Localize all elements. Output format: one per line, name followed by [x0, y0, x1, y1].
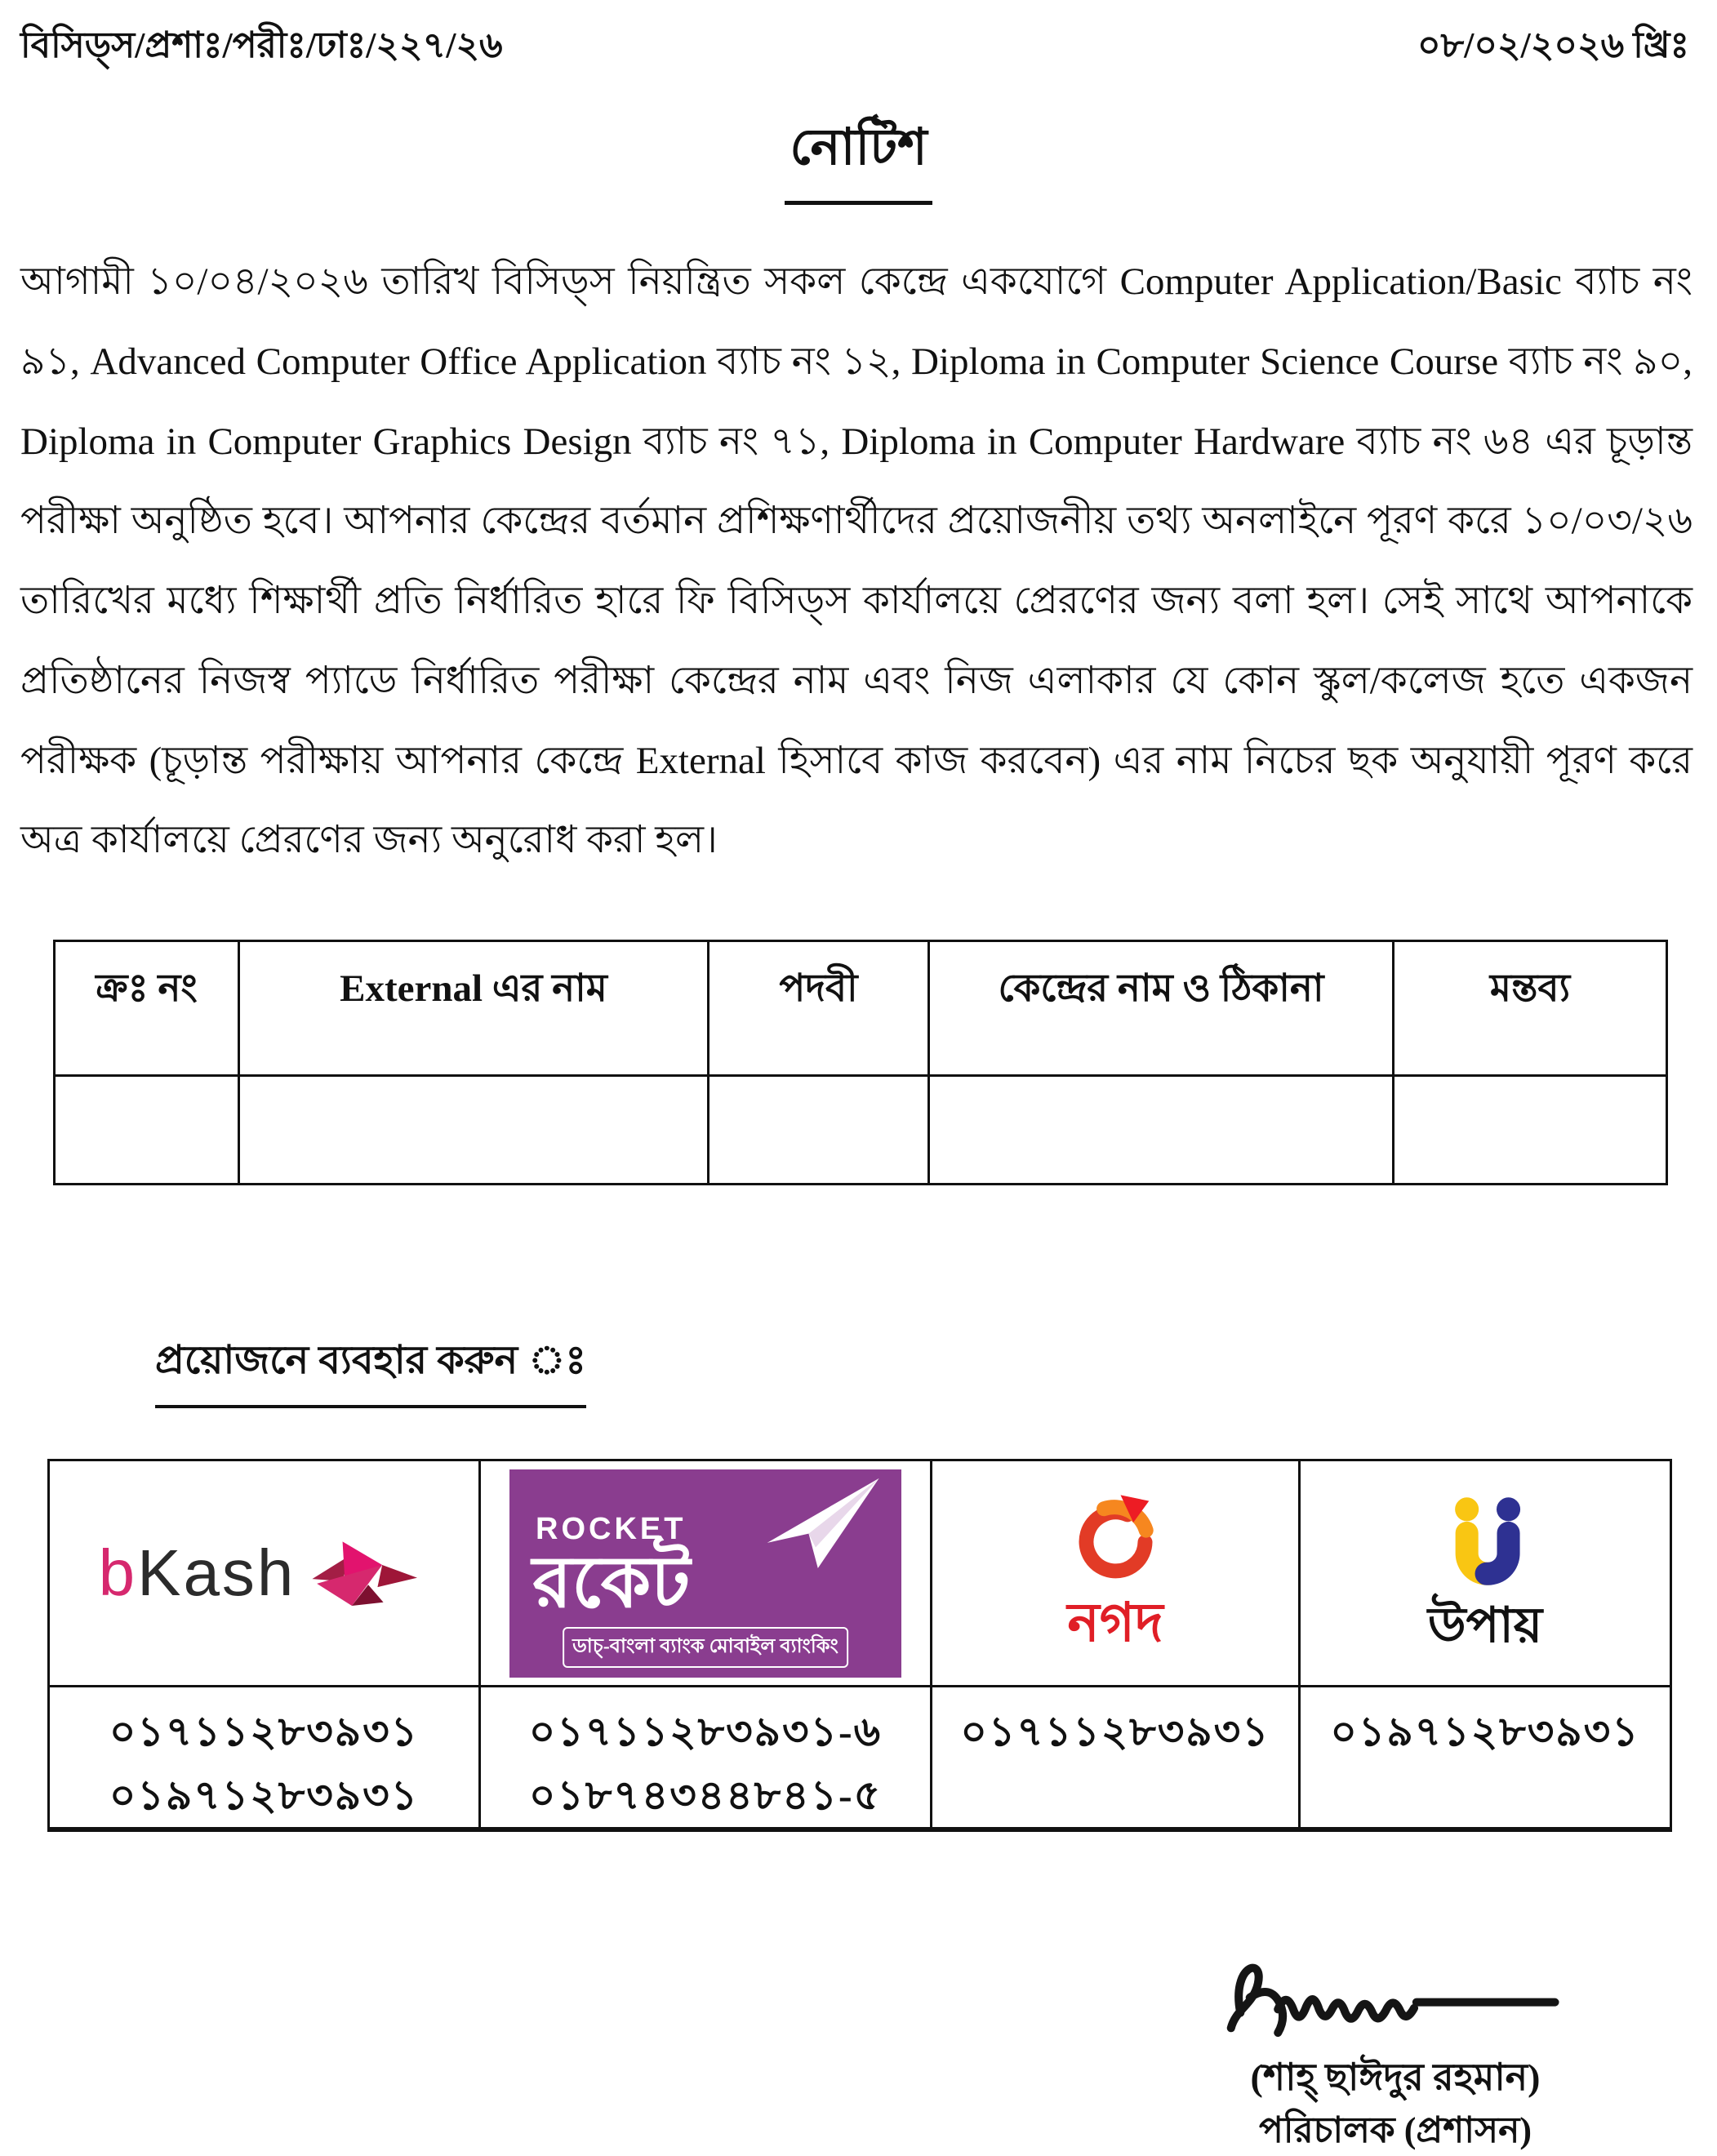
- payment-section: [155, 1331, 1717, 1408]
- body-paragraph: আগামী ১০/০৪/২০২৬ তারিখ বিসিড্স নিয়ন্ত্রিত সকল কেন্দ্রে একযোগে Computer Application/Basic ব্যাচ নং ৯১, Advanced Computer Office Application ব্যাচ নং ১২, Diploma in Computer Science Course ব্যাচ নং ৯০, Diploma in Computer Graphics Design ব্যাচ নং ৭১, Diploma in Computer Hardware ব্যাচ নং ৬৪ এর চূড়ান্ত পরীক্ষা অনুষ্ঠিত হবে। আপনার কেন্দ্রের বর্তমান প্রশিক্ষণার্থীদের প্রয়োজনীয় তথ্য অনলাইনে পূরণ করে ১০/০৩/২৬ তারিখের মধ্যে শিক্ষার্থী প্রতি নির্ধারিত হারে ফি বিসিড্স কার্যালয়ে প্রেরণের জন্য বলা হল। সেই সাথে আপনাকে প্রতিষ্ঠানের নিজস্ব প্যাডে নির্ধারিত পরীক্ষা কেন্দ্রের নাম এবং নিজ এলাকার যে কোন স্কুল/কলেজ হতে একজন পরীক্ষক (চূড়ান্ত পরীক্ষায় আপনার কেন্দ্রে External হিসাবে কাজ করবেন) এর নাম নিচের ছক অনুযায়ী পূরণ করে অত্র কার্যালয়ে প্রেরণের জন্য অনুরোধ করা হল।: [20, 260, 1693, 862]
- rocket-number-1: ০১৭১১২৮৩৯৩১-৬: [528, 1709, 883, 1754]
- bkash-numbers: [49, 1687, 480, 1830]
- empty-cell: [239, 1076, 709, 1185]
- rocket-tagline: ডাচ্-বাংলা ব্যাংক মোবাইল ব্যাংকিং: [563, 1627, 848, 1668]
- rocket-number-2: ০১৮৭৪৩৪৪৮৪১-৫: [528, 1771, 883, 1818]
- document-date: ০৮/০২/২০২৬ খ্রিঃ: [1417, 25, 1689, 65]
- reference-number: বিসিড্স/প্রশাঃ/পরীঃ/ঢাঃ/২২৭/২৬: [20, 25, 503, 65]
- payment-section-label: প্রয়োজনে ব্যবহার করুন ঃ: [155, 1331, 586, 1408]
- bkash-logo: [55, 1532, 474, 1614]
- payment-numbers-row: [49, 1687, 1671, 1830]
- upay-wordmark: উপায়: [1427, 1598, 1543, 1652]
- bkash-wordmark: [99, 1536, 296, 1611]
- page-title: নোটিশ: [785, 109, 932, 205]
- external-table-empty-row: [55, 1076, 1667, 1185]
- empty-cell: [1394, 1076, 1667, 1185]
- bkash-bird-icon: [307, 1532, 429, 1614]
- signatory-designation: পরিচালক (প্রশাসন): [1258, 2110, 1532, 2150]
- upay-cell: [1300, 1460, 1671, 1687]
- nagad-number-1: ০১৭১১২৮৩৯৩১: [960, 1709, 1270, 1754]
- upay-number-1: ০১৯৭১২৮৩৯৩১: [1330, 1709, 1640, 1754]
- header-external-name: External এর নাম: [239, 941, 709, 1076]
- header-remarks: মন্তব্য: [1394, 941, 1667, 1076]
- rocket-bn-wordmark: রকেট: [532, 1543, 691, 1623]
- empty-cell: [55, 1076, 239, 1185]
- external-table-header-row: [55, 941, 1667, 1076]
- rocket-cell: [480, 1460, 932, 1687]
- payment-logos-row: [49, 1460, 1671, 1687]
- title-row: [0, 109, 1717, 205]
- header-designation: পদবী: [709, 941, 929, 1076]
- empty-cell: [709, 1076, 929, 1185]
- upay-u-icon: [1430, 1495, 1541, 1597]
- nagad-cell: [932, 1460, 1300, 1687]
- rocket-en-wordmark: ROCKET: [536, 1511, 687, 1546]
- bkash-cell: [49, 1460, 480, 1687]
- upay-logo: [1306, 1495, 1665, 1652]
- rocket-logo: [509, 1469, 901, 1678]
- external-examiner-table: [53, 940, 1668, 1185]
- bkash-number-2: ০১৯৭১২৮৩৯৩১: [109, 1771, 420, 1818]
- header-serial-no: ক্রঃ নং: [55, 941, 239, 1076]
- document-header: [0, 0, 1717, 78]
- signature: [1208, 1946, 1583, 2044]
- nagad-numbers: [932, 1687, 1300, 1830]
- rocket-numbers: [480, 1687, 932, 1830]
- signatory-name: (শাহ্ ছাঈদুর রহমান): [1250, 2056, 1541, 2098]
- bkash-b-letter: b: [98, 1536, 138, 1609]
- signature-block: [1126, 1946, 1665, 2156]
- upay-numbers: [1300, 1687, 1671, 1830]
- payment-methods-table: [47, 1459, 1672, 1832]
- bkash-kash-letters: Kash: [137, 1536, 296, 1609]
- nagad-logo: [937, 1493, 1293, 1654]
- nagad-swirl-icon: [1065, 1493, 1167, 1591]
- rocket-paper-plane-icon: [756, 1476, 887, 1574]
- nagad-wordmark: নগদ: [1067, 1593, 1163, 1653]
- empty-cell: [929, 1076, 1394, 1185]
- bkash-number-1: ০১৭১১২৮৩৯৩১: [109, 1709, 420, 1754]
- header-center-name-address: কেন্দ্রের নাম ও ঠিকানা: [929, 941, 1394, 1076]
